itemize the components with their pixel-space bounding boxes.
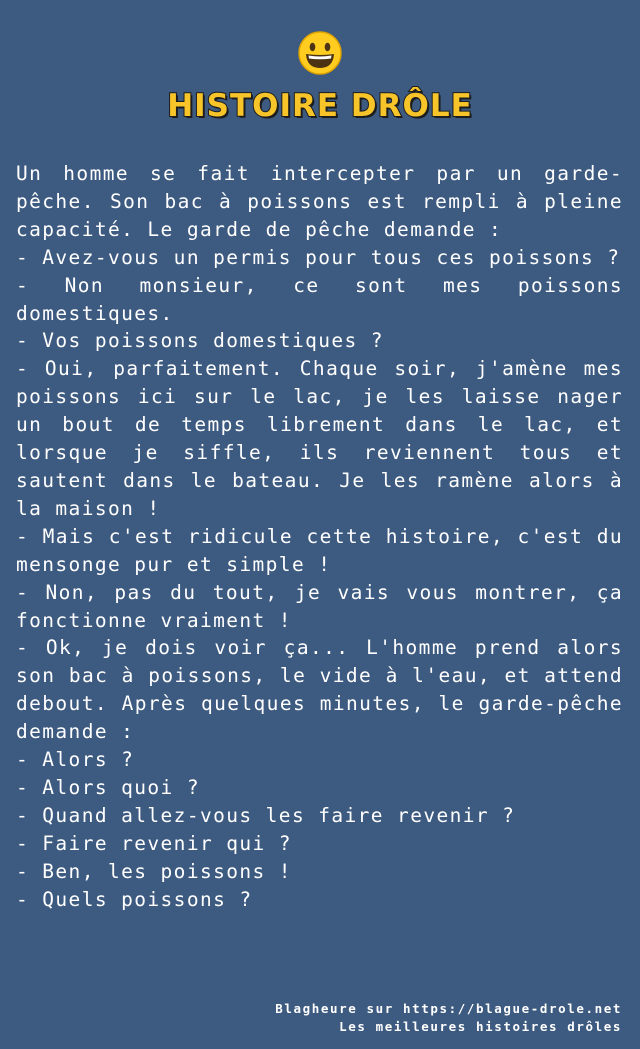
- story-paragraph: - Alors ?: [16, 748, 135, 772]
- footer-tagline: Les meilleures histoires drôles: [339, 1019, 622, 1034]
- story-paragraph: - Oui, parfaitement. Chaque soir, j'amène mes poissons ici sur le lac, je les laisse nager un bout de temps librement dans le lac, et lorsque je siffle, ils reviennent tous et sautent dans le bateau. Je les ramène alors à la maison !: [16, 357, 623, 520]
- story-paragraph: - Non, pas du tout, je vais vous montrer, ça fonctionne vraiment !: [16, 580, 623, 632]
- story-paragraph: - Alors quoi ?: [16, 775, 200, 799]
- footer-source-link[interactable]: Blagheure sur https://blague-drole.net: [275, 1001, 622, 1016]
- header: [0, 30, 640, 124]
- page-title: HISTOIRE DRÔLE: [167, 88, 473, 124]
- story-paragraph: - Ok, je dois voir ça... L'homme prend alors son bac à poissons, le vide à l'eau, et attend debout. Après quelques minutes, le garde-pêche demande :: [16, 636, 623, 744]
- story-paragraph: - Vos poissons domestiques ?: [16, 329, 384, 353]
- story-paragraph: Un homme se fait intercepter par un garde-pêche. Son bac à poissons est rempli à pleine capacité. Le garde de pêche demande :: [16, 162, 623, 241]
- story-paragraph: - Avez-vous un permis pour tous ces poissons ?: [16, 245, 621, 269]
- smiling-face-icon: [297, 30, 343, 76]
- story-paragraph: - Mais c'est ridicule cette histoire, c'est du mensonge pur et simple !: [16, 524, 623, 576]
- story-paragraph: - Non monsieur, ce sont mes poissons domestiques.: [16, 273, 623, 325]
- footer-credits: [275, 1000, 622, 1036]
- joke-text: [16, 160, 623, 913]
- story-paragraph: - Quand allez-vous les faire revenir ?: [16, 803, 516, 827]
- story-paragraph: - Ben, les poissons !: [16, 859, 292, 883]
- story-paragraph: - Quels poissons ?: [16, 887, 253, 911]
- story-paragraph: - Faire revenir qui ?: [16, 831, 292, 855]
